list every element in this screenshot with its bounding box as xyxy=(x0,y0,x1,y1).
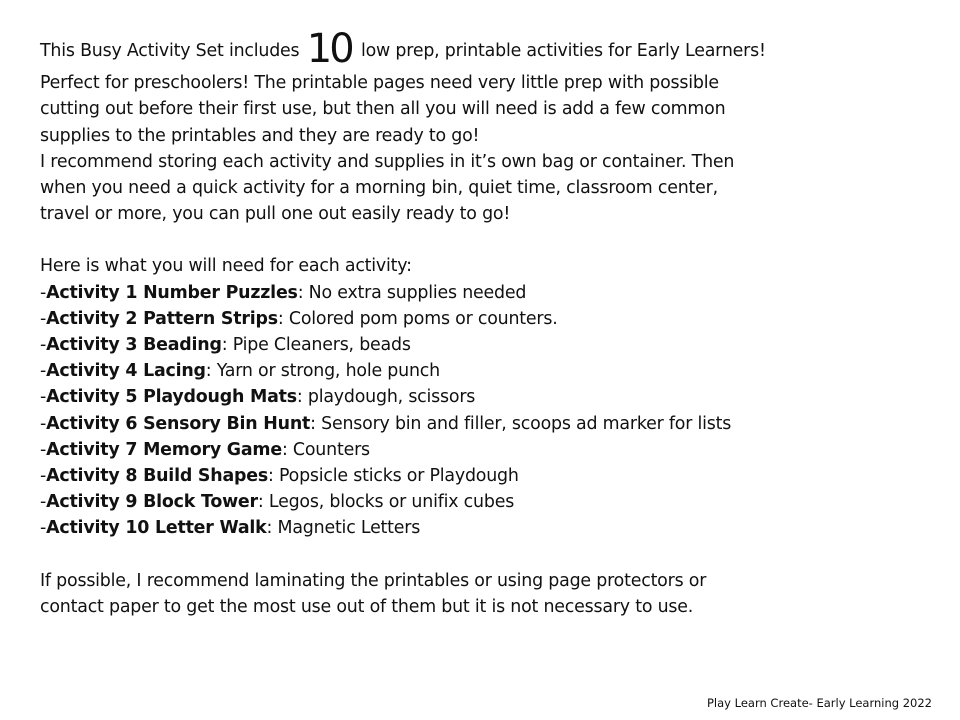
activity-name: Activity 6 Sensory Bin Hunt xyxy=(46,413,311,434)
description-line: when you need a quick activity for a morning bin, quiet time, classroom center, xyxy=(40,178,718,199)
activity-supplies: : No extra supplies needed xyxy=(297,282,527,303)
description-paragraph xyxy=(40,70,940,227)
description-line: Perfect for preschoolers! The printable pages need very little prep with possible xyxy=(40,73,719,94)
activity-supplies: : Popsicle sticks or Playdough xyxy=(267,466,519,487)
activity-prefix: - xyxy=(40,518,47,539)
activity-item xyxy=(40,463,940,489)
description-line: I recommend storing each activity and supplies in it’s own bag or container. Then xyxy=(40,151,735,172)
closing-line: If possible, I recommend laminating the printables or using page protectors or xyxy=(40,570,707,591)
activity-name: Activity 1 Number Puzzles xyxy=(46,282,298,303)
spacer xyxy=(40,542,940,568)
closing-paragraph xyxy=(40,568,940,620)
activity-prefix: - xyxy=(40,387,47,408)
document-body xyxy=(40,28,940,620)
activity-supplies: : Yarn or strong, hole punch xyxy=(205,361,440,382)
activity-supplies: : Sensory bin and filler, scoops ad marker for lists xyxy=(310,413,732,434)
activity-supplies: : Colored pom poms or counters. xyxy=(277,308,558,329)
activity-prefix: - xyxy=(40,308,47,329)
activity-supplies: : Magnetic Letters xyxy=(266,518,421,539)
activity-prefix: - xyxy=(40,492,47,513)
activity-prefix: - xyxy=(40,282,47,303)
activity-item xyxy=(40,437,940,463)
description-line: travel or more, you can pull one out easily ready to go! xyxy=(40,204,511,225)
activity-name: Activity 10 Letter Walk xyxy=(46,518,267,539)
activity-name: Activity 8 Build Shapes xyxy=(46,466,268,487)
activity-supplies: : Legos, blocks or unifix cubes xyxy=(257,492,515,513)
activity-prefix: - xyxy=(40,466,47,487)
activity-name: Activity 9 Block Tower xyxy=(46,492,258,513)
activity-item xyxy=(40,515,940,541)
activity-count: 10 xyxy=(306,26,352,72)
intro-text-after: low prep, printable activities for Early Learners! xyxy=(355,41,766,61)
activity-name: Activity 2 Pattern Strips xyxy=(46,308,278,329)
activity-name: Activity 4 Lacing xyxy=(46,361,206,382)
intro-line xyxy=(40,26,940,72)
activity-supplies: : Counters xyxy=(281,439,370,460)
activity-prefix: - xyxy=(40,335,47,356)
spacer xyxy=(40,227,940,253)
closing-line: contact paper to get the most use out of them but it is not necessary to use. xyxy=(40,596,694,617)
activity-item xyxy=(40,280,940,306)
activity-item xyxy=(40,358,940,384)
activity-name: Activity 5 Playdough Mats xyxy=(46,387,297,408)
activity-supplies: : playdough, scissors xyxy=(296,387,476,408)
activity-item xyxy=(40,332,940,358)
activity-list xyxy=(40,280,940,542)
description-line: cutting out before their first use, but then all you will need is add a few common xyxy=(40,99,726,120)
activity-prefix: - xyxy=(40,413,47,434)
needs-heading: Here is what you will need for each activity: xyxy=(40,256,412,277)
activity-item xyxy=(40,384,940,410)
activity-name: Activity 3 Beading xyxy=(46,335,222,356)
description-line: supplies to the printables and they are ready to go! xyxy=(40,125,480,146)
activity-prefix: - xyxy=(40,361,47,382)
activity-name: Activity 7 Memory Game xyxy=(46,439,282,460)
intro-text-before: This Busy Activity Set includes xyxy=(40,41,305,61)
activity-item xyxy=(40,411,940,437)
footer-credit: Play Learn Create- Early Learning 2022 xyxy=(707,696,932,710)
activity-item xyxy=(40,489,940,515)
activity-supplies: : Pipe Cleaners, beads xyxy=(221,335,411,356)
activity-prefix: - xyxy=(40,439,47,460)
activity-item xyxy=(40,306,940,332)
